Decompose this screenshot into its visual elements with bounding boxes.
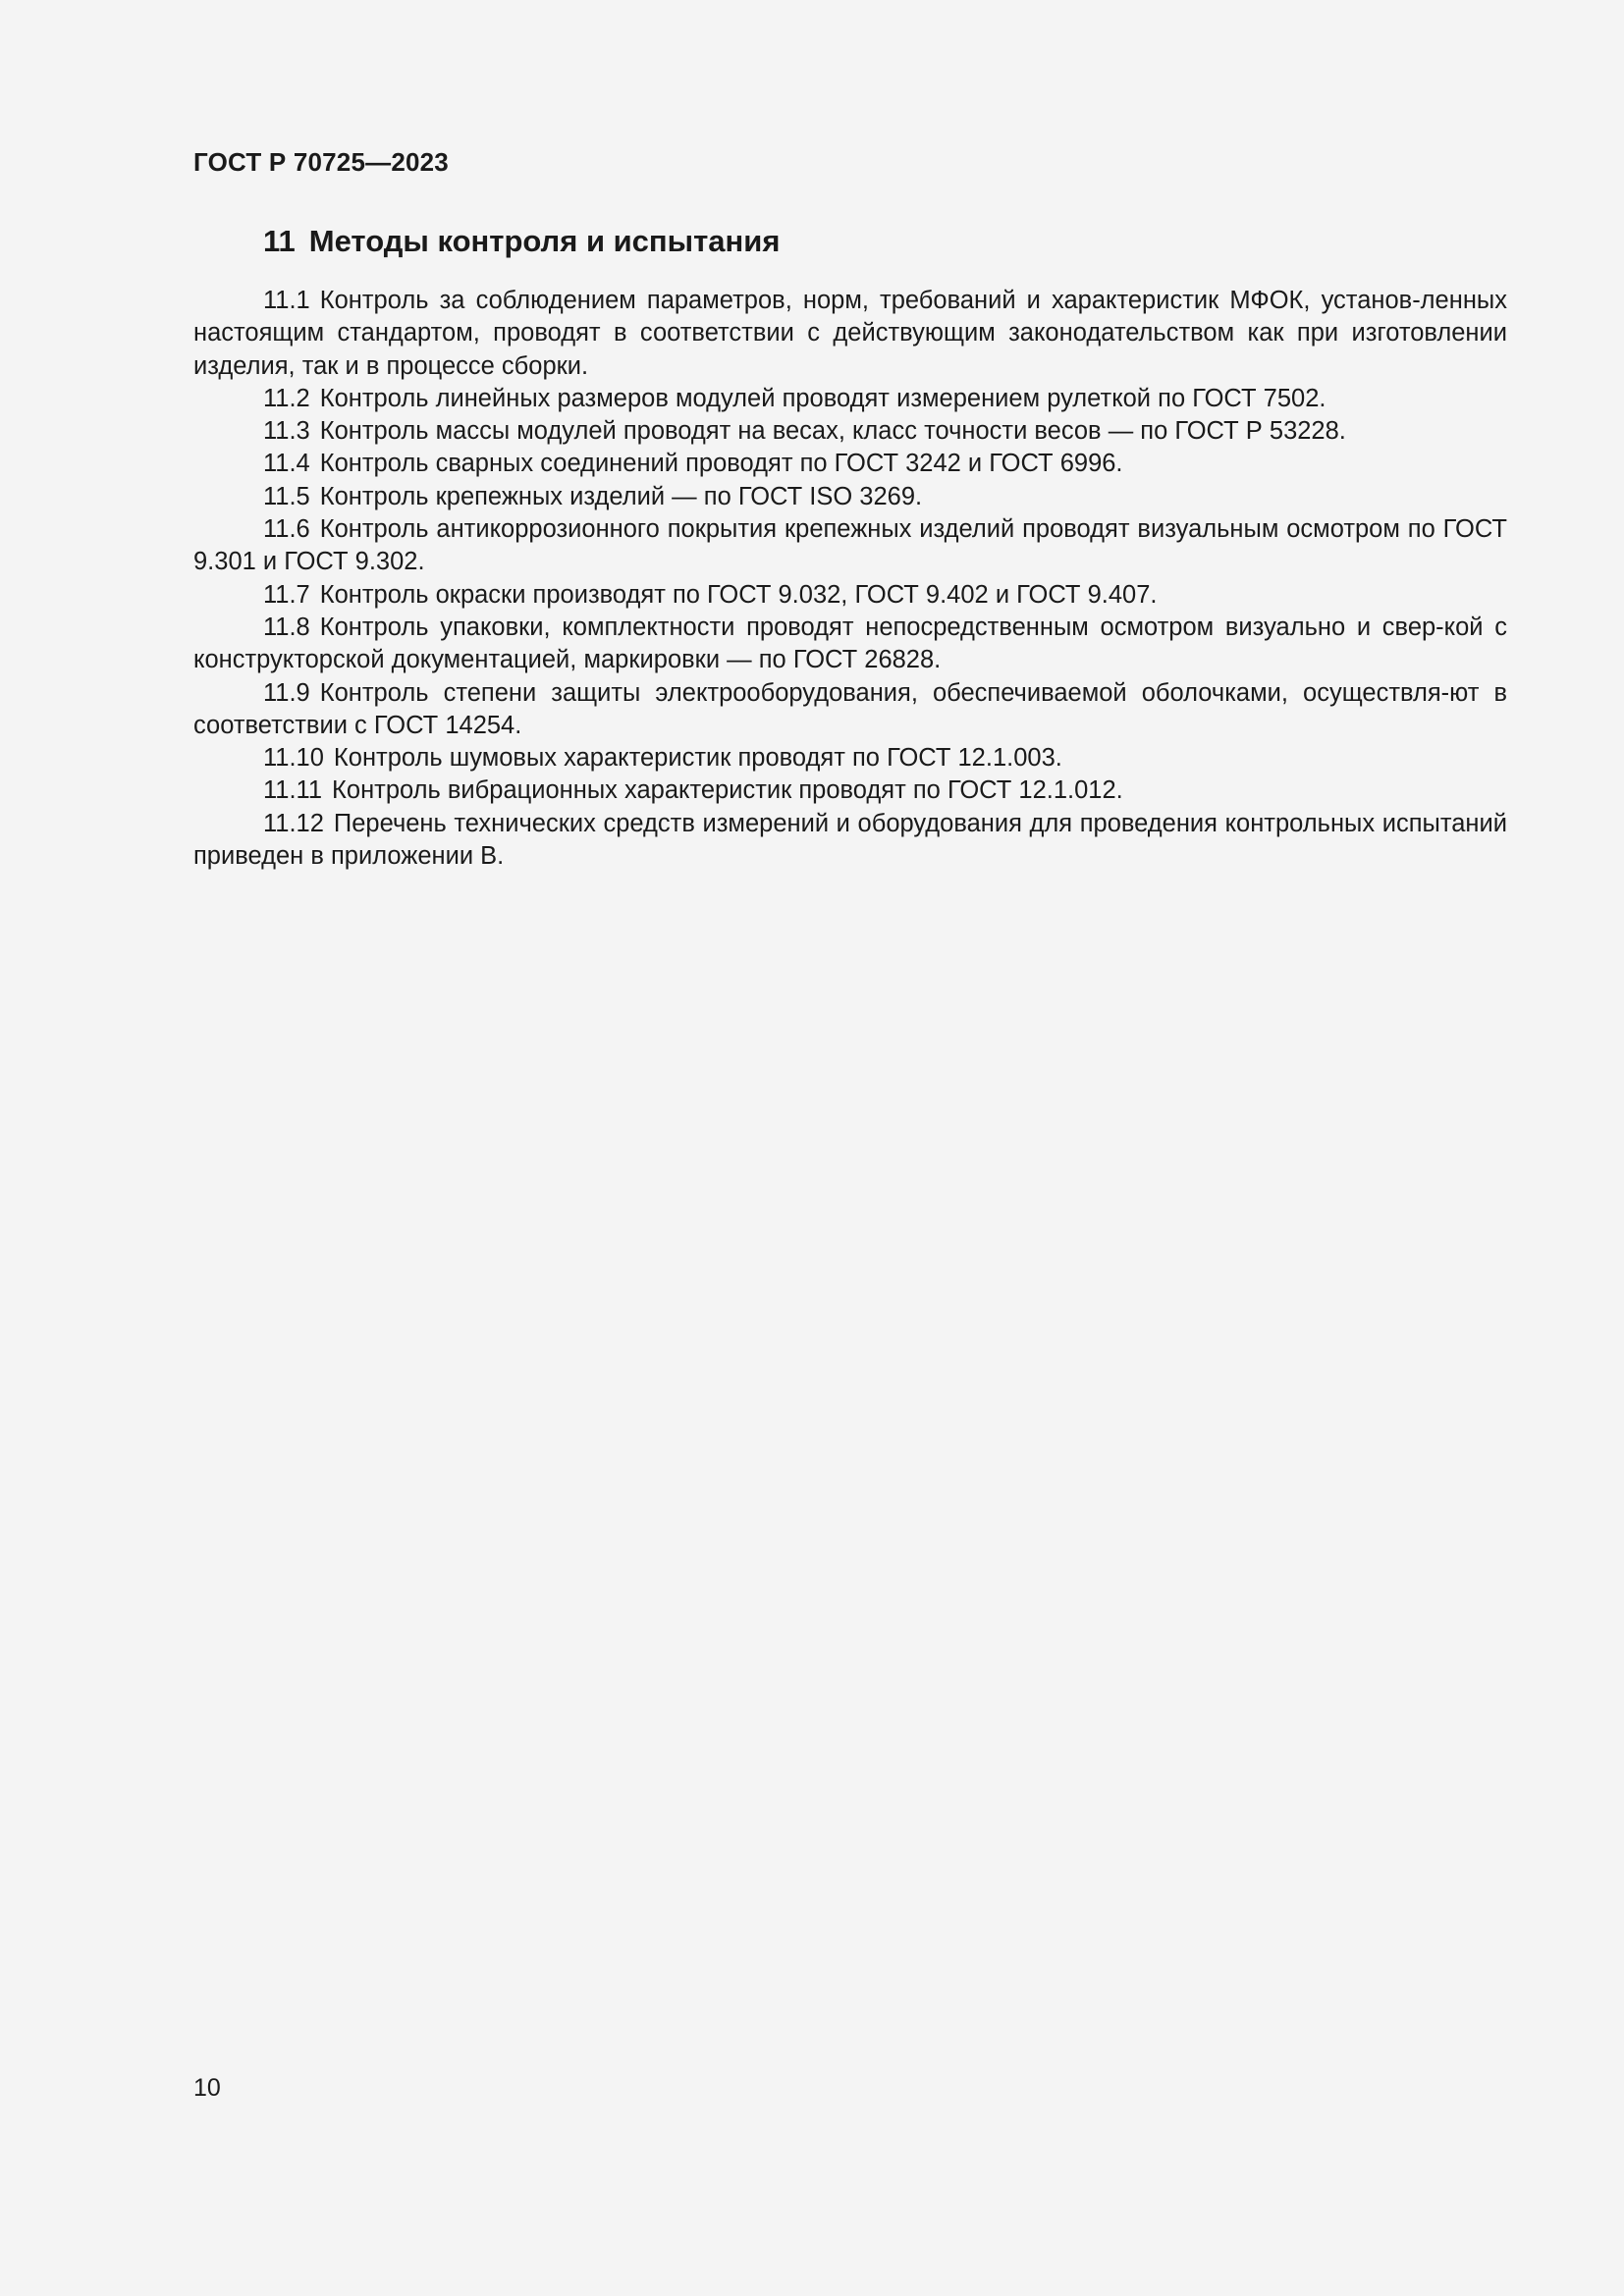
section-heading (263, 224, 780, 259)
section-title-text: Методы контроля и испытания (308, 224, 781, 258)
paragraph-11-6 (193, 513, 1507, 579)
paragraph-11-7 (193, 579, 1507, 612)
paragraph-number: 11.4 (263, 450, 310, 478)
paragraph-text: Контроль массы модулей проводят на весах, класс точности весов — по ГОСТ Р 53228. (319, 417, 1346, 446)
paragraph-number: 11.7 (263, 580, 310, 609)
paragraph-11-10 (193, 742, 1507, 774)
paragraph-11-3 (193, 415, 1507, 448)
paragraph-11-1 (193, 285, 1507, 383)
paragraph-number: 11.2 (263, 384, 310, 412)
paragraph-number: 11.12 (263, 809, 324, 837)
paragraph-11-5 (193, 481, 1507, 513)
paragraph-number: 11.3 (263, 417, 310, 446)
section-number: 11 (263, 224, 296, 258)
paragraph-number: 11.9 (263, 678, 310, 707)
page-number: 10 (193, 2074, 221, 2102)
paragraph-text: Контроль степени защиты электрооборудования, обеспечиваемой оболочками, осуществля-ют в соответствии с ГОСТ 14254. (193, 678, 1507, 739)
paragraph-text: Контроль антикоррозионного покрытия крепежных изделий проводят визуальным осмотром по ГОСТ 9.301 и ГОСТ 9.302. (193, 515, 1507, 576)
paragraph-11-8 (193, 612, 1507, 677)
paragraph-number: 11.8 (263, 613, 310, 641)
paragraph-number: 11.1 (263, 287, 310, 314)
paragraph-text: Контроль окраски производят по ГОСТ 9.032, ГОСТ 9.402 и ГОСТ 9.407. (319, 580, 1158, 609)
paragraph-text: Контроль линейных размеров модулей проводят измерением рулеткой по ГОСТ 7502. (319, 384, 1326, 412)
paragraph-11-4 (193, 448, 1507, 480)
paragraph-text: Перечень технических средств измерений и оборудования для проведения контрольных испытаний приведен в приложении В. (193, 809, 1507, 871)
paragraph-text: Контроль сварных соединений проводят по ГОСТ 3242 и ГОСТ 6996. (319, 450, 1123, 478)
section-body (193, 285, 1507, 873)
paragraph-11-2 (193, 383, 1507, 415)
paragraph-text: Контроль упаковки, комплектности проводят непосредственным осмотром визуально и свер-кой с конструкторской документацией, маркировки — по ГОСТ 26828. (193, 613, 1507, 674)
paragraph-number: 11.11 (263, 776, 323, 805)
paragraph-text: Контроль шумовых характеристик проводят по ГОСТ 12.1.003. (333, 744, 1062, 773)
paragraph-text: Контроль вибрационных характеристик проводят по ГОСТ 12.1.012. (332, 776, 1123, 805)
paragraph-number: 11.5 (263, 482, 310, 510)
paragraph-11-9 (193, 677, 1507, 743)
paragraph-number: 11.10 (263, 744, 324, 773)
paragraph-text: Контроль крепежных изделий — по ГОСТ ISO 3269. (319, 482, 923, 510)
paragraph-11-12 (193, 808, 1507, 874)
paragraph-number: 11.6 (263, 515, 310, 544)
paragraph-text: Контроль за соблюдением параметров, норм, требований и характеристик МФОК, установ-ленных настоящим стандартом, проводят в соответствии с действующим законодательством как при изготовлении изделия, так и в процессе сборки. (193, 287, 1507, 380)
standard-code-header: ГОСТ Р 70725—2023 (193, 147, 449, 177)
paragraph-11-11 (193, 774, 1507, 807)
